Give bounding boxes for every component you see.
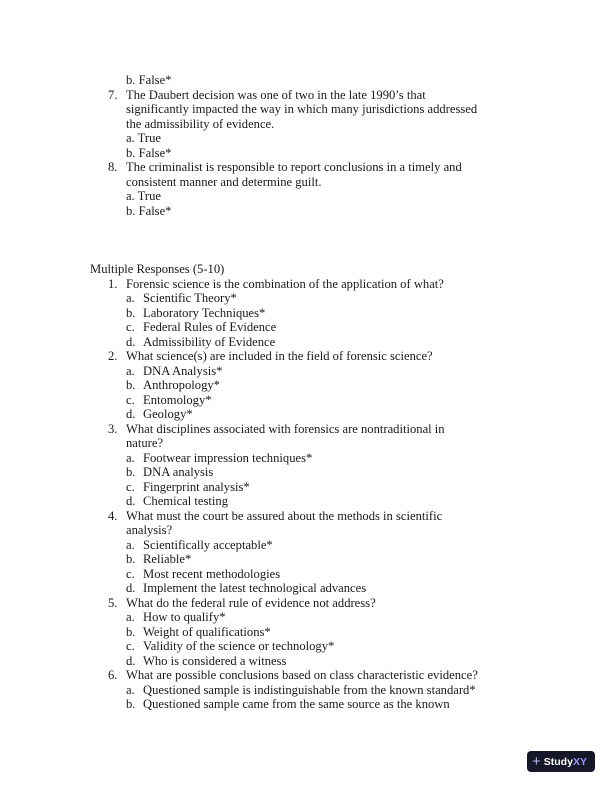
true-false-section xyxy=(0,73,612,218)
question-text: analysis? xyxy=(126,523,173,537)
answer-option xyxy=(0,581,612,596)
answer-option xyxy=(0,320,612,335)
question-number: 1. xyxy=(108,276,118,291)
option-label: c. xyxy=(126,639,135,653)
answer-option xyxy=(0,494,612,509)
question-line xyxy=(0,160,612,175)
option-text: Implement the latest technological advances xyxy=(143,581,367,595)
question-number: 3. xyxy=(108,421,118,436)
question-text: the admissibility of evidence. xyxy=(126,116,275,131)
answer-option xyxy=(0,552,612,567)
option-text: Weight of qualifications* xyxy=(143,624,271,639)
answer-option xyxy=(0,567,612,582)
answer-option xyxy=(0,683,612,698)
option-text: Footwear impression techniques* xyxy=(143,450,313,465)
question-number: 8. xyxy=(108,160,118,174)
option-text: Admissibility of Evidence xyxy=(143,334,276,349)
option-label: a. xyxy=(126,682,135,697)
answer-option xyxy=(0,407,612,422)
option-text: Fingerprint analysis* xyxy=(143,479,250,494)
question-continuation xyxy=(0,175,612,190)
option-text: Geology* xyxy=(143,407,193,421)
option-label: c. xyxy=(126,479,135,494)
question-continuation xyxy=(0,436,612,451)
question-number: 2. xyxy=(108,349,118,363)
logo-suffix: XY xyxy=(572,755,587,768)
studyxy-logo xyxy=(527,751,595,772)
option-text: b. False* xyxy=(126,203,172,218)
option-text: Validity of the science or technology* xyxy=(143,639,335,653)
question-line xyxy=(0,509,612,524)
option-text: Who is considered a witness xyxy=(143,653,287,668)
question-number: 4. xyxy=(108,508,118,523)
question-line xyxy=(0,668,612,683)
question-line xyxy=(0,277,612,292)
answer-option xyxy=(0,335,612,350)
answer-option xyxy=(0,378,612,393)
question-line xyxy=(0,349,612,364)
option-text: Questioned sample is indistinguishable from the known standard* xyxy=(143,682,476,697)
option-text: DNA analysis xyxy=(143,465,214,479)
answer-option xyxy=(0,393,612,408)
answer-option xyxy=(0,610,612,625)
option-text: How to qualify* xyxy=(143,610,226,624)
option-text: DNA Analysis* xyxy=(143,363,223,378)
question-text: What science(s) are included in the field of forensic science? xyxy=(126,349,433,363)
option-label: c. xyxy=(126,392,135,407)
heading-text: Multiple Responses (5-10) xyxy=(90,262,225,276)
option-label: b. xyxy=(126,305,136,320)
question-text: nature? xyxy=(126,436,164,450)
question-text: What disciplines associated with forensics are nontraditional in xyxy=(126,421,445,436)
option-text: Federal Rules of Evidence xyxy=(143,320,277,334)
answer-option xyxy=(0,291,612,306)
question-line xyxy=(0,596,612,611)
answer-option xyxy=(0,146,612,161)
answer-option xyxy=(0,639,612,654)
answer-option xyxy=(0,306,612,321)
answer-option xyxy=(0,451,612,466)
option-label: b. xyxy=(126,378,136,392)
option-label: a. xyxy=(126,450,135,465)
option-label: d. xyxy=(126,407,136,421)
option-label: b. xyxy=(126,465,136,479)
option-text: b. False* xyxy=(126,145,172,160)
option-label: d. xyxy=(126,494,136,508)
option-text: a. True xyxy=(126,189,161,203)
answer-option xyxy=(0,697,612,712)
multiple-responses-section xyxy=(0,262,612,712)
logo-prefix: Study xyxy=(543,755,573,768)
question-text: consistent manner and determine guilt. xyxy=(126,174,322,189)
answer-option xyxy=(0,538,612,553)
question-continuation xyxy=(0,117,612,132)
option-label: d. xyxy=(126,653,136,668)
answer-option xyxy=(0,364,612,379)
question-text: What must the court be assured about the methods in scientific xyxy=(126,508,443,523)
question-continuation xyxy=(0,523,612,538)
question-number: 5. xyxy=(108,595,118,610)
question-continuation xyxy=(0,102,612,117)
option-label: b. xyxy=(126,624,136,639)
option-text: Scientific Theory* xyxy=(143,291,237,305)
question-text: What do the federal rule of evidence not address? xyxy=(126,595,376,610)
question-number: 7. xyxy=(108,87,118,102)
question-text: The criminalist is responsible to report conclusions in a timely and xyxy=(126,160,462,174)
question-text: What are possible conclusions based on class characteristic evidence? xyxy=(126,668,478,682)
question-line xyxy=(0,88,612,103)
question-text: The Daubert decision was one of two in the late 1990’s that xyxy=(126,87,426,102)
answer-option xyxy=(0,625,612,640)
answer-option xyxy=(0,654,612,669)
answer-option xyxy=(0,465,612,480)
option-text: Reliable* xyxy=(143,552,192,566)
question-number: 6. xyxy=(108,668,118,682)
option-text: a. True xyxy=(126,131,161,145)
answer-option xyxy=(0,204,612,219)
option-label: d. xyxy=(126,581,136,595)
option-label: a. xyxy=(126,610,135,624)
option-label: b. xyxy=(126,697,136,711)
plus-icon: + xyxy=(532,753,541,770)
answer-option xyxy=(0,73,612,88)
option-label: a. xyxy=(126,537,135,552)
question-text: significantly impacted the way in which many jurisdictions addressed xyxy=(126,102,478,116)
option-label: c. xyxy=(126,566,135,581)
option-label: a. xyxy=(126,363,135,378)
option-text: Questioned sample came from the same source as the known xyxy=(143,697,450,711)
option-text: Laboratory Techniques* xyxy=(143,305,266,320)
answer-option xyxy=(0,131,612,146)
option-label: c. xyxy=(126,320,135,334)
option-text: Most recent methodologies xyxy=(143,566,281,581)
answer-option xyxy=(0,480,612,495)
option-text: b. False* xyxy=(126,73,172,87)
answer-option xyxy=(0,189,612,204)
option-text: Anthropology* xyxy=(143,378,220,392)
section-heading xyxy=(0,262,612,277)
question-text: Forensic science is the combination of the application of what? xyxy=(126,276,444,291)
option-text: Scientifically acceptable* xyxy=(143,537,273,552)
option-text: Chemical testing xyxy=(143,494,228,508)
option-label: d. xyxy=(126,334,136,349)
option-label: b. xyxy=(126,552,136,566)
option-label: a. xyxy=(126,291,135,305)
option-text: Entomology* xyxy=(143,392,212,407)
question-line xyxy=(0,422,612,437)
